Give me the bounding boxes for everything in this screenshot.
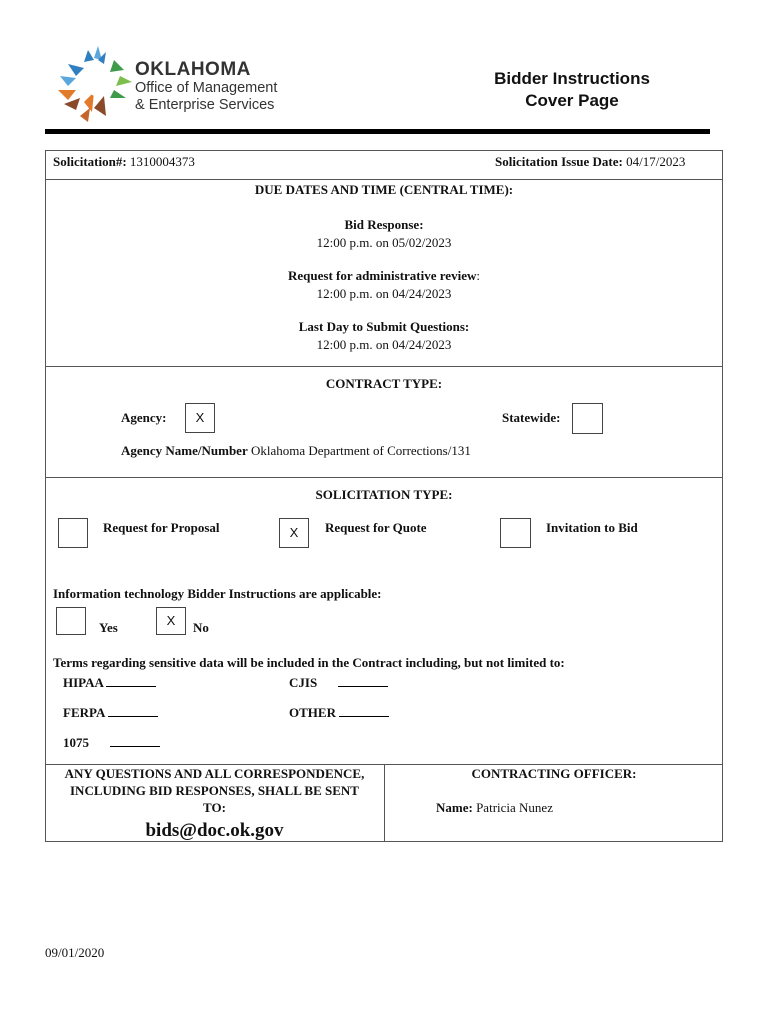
officer-name-value: Patricia Nunez: [476, 800, 553, 815]
agency-name-label: Agency Name/Number: [121, 443, 248, 458]
page-title: [466, 68, 678, 112]
other-blank[interactable]: [339, 704, 389, 717]
itb-checkbox[interactable]: [500, 518, 531, 548]
title-line2: Cover Page: [525, 91, 619, 110]
officer-name-label: Name:: [436, 800, 473, 815]
rfp-label: Request for Proposal: [103, 520, 220, 535]
questions-value: 12:00 p.m. on 04/24/2023: [316, 337, 452, 352]
org-line3: & Enterprise Services: [135, 97, 275, 113]
issue-date-label: Solicitation Issue Date:: [495, 154, 623, 169]
solicitation-number-label: Solicitation#:: [53, 154, 127, 169]
itb-label: Invitation to Bid: [546, 520, 638, 535]
solicitation-type-heading: SOLICITATION TYPE:: [315, 487, 453, 502]
revision-date: 09/01/2020: [45, 945, 105, 960]
org-line2: Office of Management: [135, 80, 278, 96]
other-field: [289, 704, 389, 721]
divider-solicitation: [45, 179, 723, 180]
it-yes-checkbox[interactable]: [56, 607, 86, 635]
divider-contract-type: [45, 477, 723, 478]
statewide-checkbox[interactable]: [572, 403, 603, 434]
sensitive-data-heading: Terms regarding sensitive data will be included in the Contract including, but not limited to:: [53, 655, 565, 670]
rfp-checkbox[interactable]: [58, 518, 88, 548]
admin-review-colon: :: [476, 268, 480, 283]
header-divider: [45, 129, 710, 134]
rfq-label: Request for Quote: [325, 520, 427, 535]
contract-type-heading: CONTRACT TYPE:: [325, 376, 443, 391]
questions-label: Last Day to Submit Questions:: [298, 319, 470, 334]
solicitation-number-value: 1310004373: [129, 154, 195, 169]
cjis-field: [289, 674, 388, 691]
irs-1075-field: [63, 734, 160, 751]
bid-response-label: Bid Response:: [344, 217, 424, 232]
admin-review-label: Request for administrative review: [288, 268, 477, 283]
issue-date-value: 04/17/2023: [626, 154, 686, 169]
hipaa-field: [63, 674, 156, 691]
agency-label: Agency:: [121, 410, 167, 425]
correspondence-email[interactable]: bids@doc.ok.gov: [145, 820, 284, 841]
it-yes-label: Yes: [99, 620, 118, 635]
hipaa-label: HIPAA: [63, 675, 104, 690]
it-no-label: No: [193, 620, 209, 635]
contracting-officer-name: [436, 800, 553, 816]
org-name: [135, 60, 277, 114]
agency-name: [121, 443, 471, 459]
org-state: OKLAHOMA: [135, 59, 251, 80]
admin-review: [45, 268, 723, 284]
due-dates-heading: DUE DATES AND TIME (CENTRAL TIME):: [254, 182, 514, 197]
ferpa-blank[interactable]: [108, 704, 158, 717]
agency-checkbox[interactable]: X: [185, 403, 215, 433]
divider-due-dates: [45, 366, 723, 367]
admin-review-value: 12:00 p.m. on 04/24/2023: [316, 286, 452, 301]
hipaa-blank[interactable]: [106, 674, 156, 687]
correspondence-line3: TO:: [203, 800, 226, 815]
bid-response-value: 12:00 p.m. on 05/02/2023: [316, 235, 452, 250]
cjis-blank[interactable]: [338, 674, 388, 687]
correspondence-line2: INCLUDING BID RESPONSES, SHALL BE SENT: [70, 783, 359, 798]
solicitation-issue-date: [495, 154, 685, 170]
it-no-checkbox[interactable]: X: [156, 607, 186, 635]
star-burst-logo-icon: [54, 46, 132, 122]
rfq-checkbox[interactable]: X: [279, 518, 309, 548]
other-label: OTHER: [289, 705, 336, 720]
correspondence-line1: ANY QUESTIONS AND ALL CORRESPONDENCE,: [64, 766, 365, 781]
contracting-officer-heading: CONTRACTING OFFICER:: [471, 766, 637, 781]
it-instructions-question: Information technology Bidder Instructions are applicable:: [53, 586, 382, 601]
cjis-label: CJIS: [289, 675, 318, 690]
ferpa-label: FERPA: [63, 705, 105, 720]
irs-1075-blank[interactable]: [110, 734, 160, 747]
ferpa-field: [63, 704, 158, 721]
title-line1: Bidder Instructions: [494, 69, 650, 88]
solicitation-number: [53, 154, 195, 170]
agency-name-value: Oklahoma Department of Corrections/131: [250, 443, 471, 458]
statewide-label: Statewide:: [502, 410, 561, 425]
irs-1075-label: 1075: [63, 735, 89, 750]
